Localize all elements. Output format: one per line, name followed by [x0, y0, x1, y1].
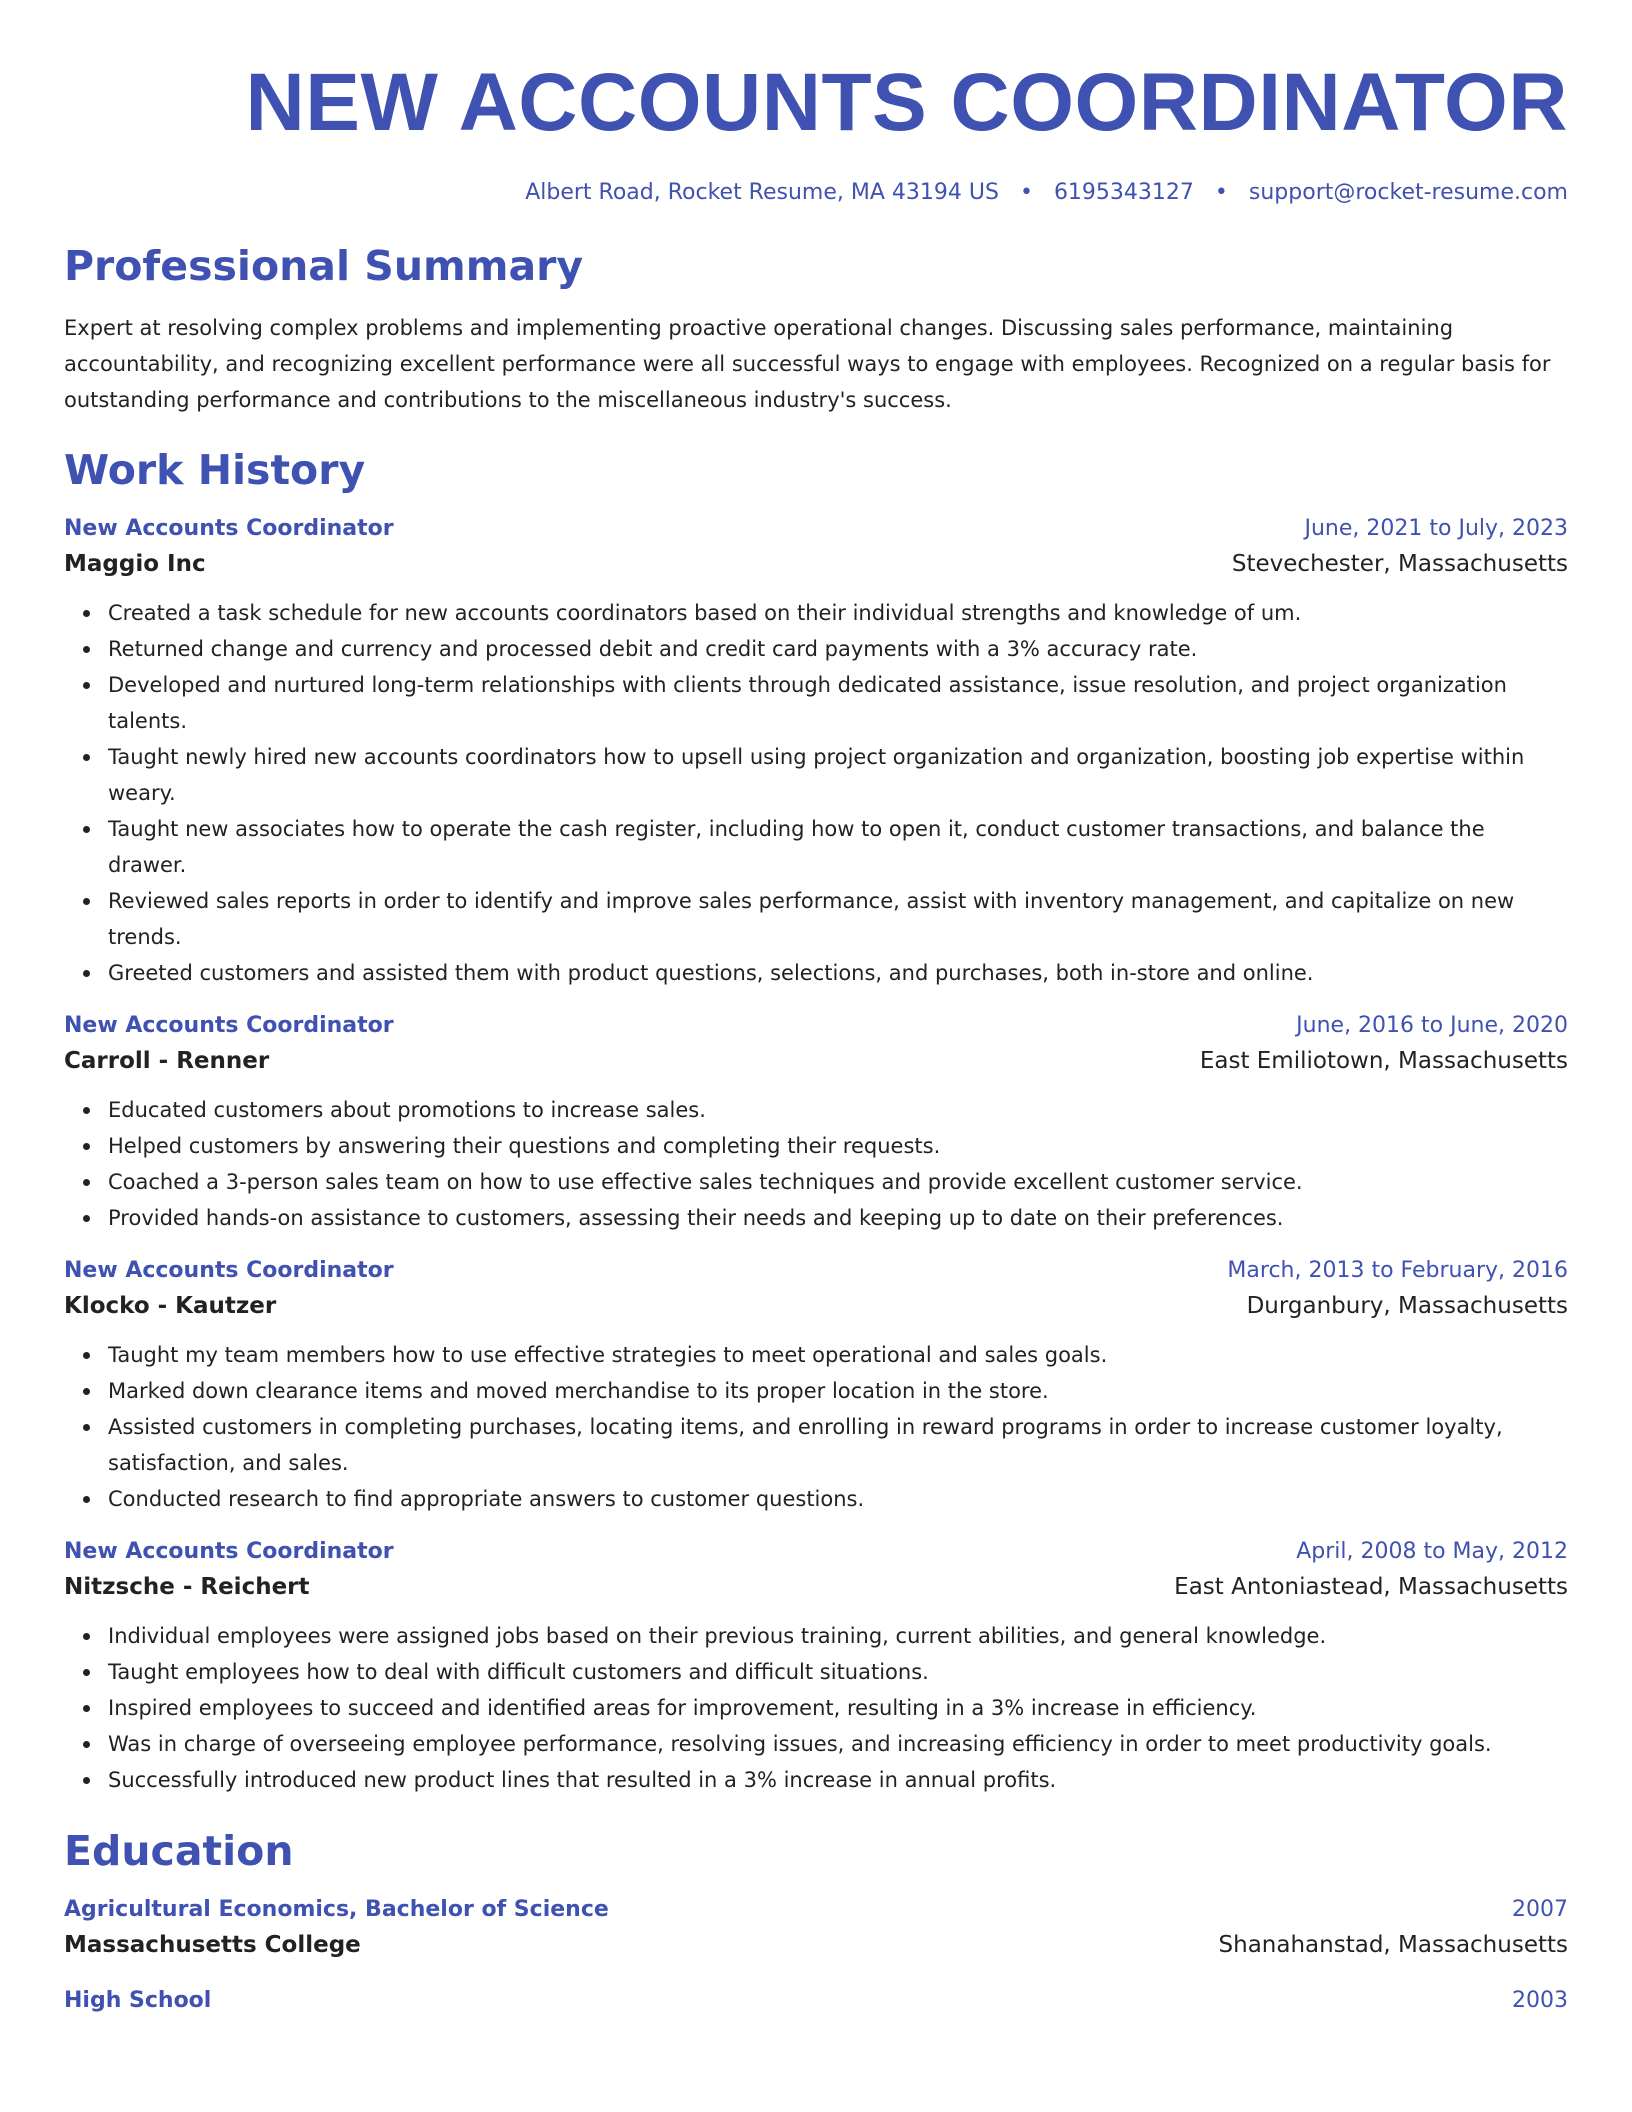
education-location: Shanahanstad, Massachusetts — [1218, 1932, 1568, 1959]
job-title: New Accounts Coordinator — [64, 1539, 394, 1565]
education-header-row — [64, 1988, 1568, 2013]
job-company-row — [64, 1048, 1568, 1074]
job-location: East Emiliotown, Massachusetts — [1199, 1048, 1568, 1075]
job-header-row — [64, 1258, 1568, 1283]
job-bullet: Conducted research to find appropriate answers to customer questions. — [108, 1481, 1568, 1517]
job-header-row — [64, 1539, 1568, 1564]
job-company: Nitzsche - Reichert — [64, 1574, 310, 1601]
education-degree: High School — [64, 1988, 212, 2014]
job-bullet-list — [64, 1337, 1568, 1517]
education-year: 2003 — [1512, 1988, 1568, 2014]
job-bullet-list — [64, 1618, 1568, 1798]
job-bullet: Taught employees how to deal with difficult customers and difficult situations. — [108, 1654, 1568, 1690]
education-degree: Agricultural Economics, Bachelor of Science — [64, 1897, 609, 1923]
job-bullet: Helped customers by answering their questions and completing their requests. — [108, 1128, 1568, 1164]
job-dates: June, 2021 to July, 2023 — [1304, 516, 1568, 542]
education-heading: Education — [64, 1827, 294, 1876]
job-company: Carroll - Renner — [64, 1048, 270, 1075]
job-entry — [64, 1258, 1568, 1517]
job-bullet: Taught new associates how to operate the cash register, including how to open it, conduct customer transactions, and balance the drawer. — [108, 811, 1568, 883]
summary-text: Expert at resolving complex problems and implementing proactive operational changes. Discussing sales performance, maintaining accountability, and recognizing excellent performance were all successful ways to engage with employees. Recognized on a regular basis for outstanding performance and contributions to the miscellaneous industry's success. — [64, 316, 1551, 413]
job-bullet: Marked down clearance items and moved merchandise to its proper location in the store. — [108, 1373, 1568, 1409]
contact-separator: • — [1214, 180, 1228, 205]
job-title: New Accounts Coordinator — [64, 516, 394, 542]
education-school: Massachusetts College — [64, 1932, 361, 1959]
contact-line — [64, 180, 1568, 205]
job-bullet: Educated customers about promotions to increase sales. — [108, 1092, 1568, 1128]
job-bullet: Individual employees were assigned jobs based on their previous training, current abilities, and general knowledge. — [108, 1618, 1568, 1654]
job-bullet: Provided hands-on assistance to customers, assessing their needs and keeping up to date on their preferences. — [108, 1200, 1568, 1236]
work-history-list — [64, 516, 1568, 1798]
job-bullet: Coached a 3-person sales team on how to use effective sales techniques and provide excellent customer service. — [108, 1164, 1568, 1200]
job-entry — [64, 1013, 1568, 1236]
summary-heading: Professional Summary — [64, 242, 584, 290]
job-bullet-list — [64, 595, 1568, 991]
contact-address: Albert Road, Rocket Resume, MA 43194 US — [525, 180, 999, 205]
job-location: East Antoniastead, Massachusetts — [1174, 1574, 1568, 1601]
job-dates: April, 2008 to May, 2012 — [1296, 1539, 1568, 1565]
contact-email[interactable]: support@rocket-resume.com — [1248, 180, 1568, 205]
contact-phone: 6195343127 — [1053, 180, 1194, 205]
job-company: Maggio Inc — [64, 551, 206, 578]
job-bullet: Taught my team members how to use effective strategies to meet operational and sales goals. — [108, 1337, 1568, 1373]
education-list — [64, 1897, 1568, 2023]
job-bullet: Assisted customers in completing purchases, locating items, and enrolling in reward programs in order to increase customer loyalty, satisfaction, and sales. — [108, 1409, 1568, 1481]
job-location: Durganbury, Massachusetts — [1246, 1293, 1568, 1320]
job-entry — [64, 1539, 1568, 1798]
job-title: New Accounts Coordinator — [64, 1258, 394, 1284]
education-entry — [64, 1897, 1568, 1958]
job-bullet: Reviewed sales reports in order to identify and improve sales performance, assist with inventory management, and capitalize on new trends. — [108, 883, 1568, 955]
work-history-heading: Work History — [64, 446, 366, 495]
job-header-row — [64, 1013, 1568, 1038]
job-company: Klocko - Kautzer — [64, 1293, 277, 1320]
job-location: Stevechester, Massachusetts — [1231, 551, 1568, 578]
job-bullet: Successfully introduced new product lines that resulted in a 3% increase in annual profits. — [108, 1762, 1568, 1798]
job-header-row — [64, 516, 1568, 541]
job-bullet: Greeted customers and assisted them with product questions, selections, and purchases, both in-store and online. — [108, 955, 1568, 991]
education-entry — [64, 1988, 1568, 2023]
contact-separator: • — [1019, 180, 1033, 205]
job-bullet: Developed and nurtured long-term relationships with clients through dedicated assistance, issue resolution, and project organization talents. — [108, 667, 1568, 739]
education-year: 2007 — [1512, 1897, 1568, 1923]
education-school-row — [64, 1932, 1568, 1958]
resume-name: NEW ACCOUNTS COORDINATOR — [245, 57, 1568, 148]
job-bullet: Inspired employees to succeed and identified areas for improvement, resulting in a 3% increase in efficiency. — [108, 1690, 1568, 1726]
job-dates: March, 2013 to February, 2016 — [1227, 1258, 1568, 1284]
education-header-row — [64, 1897, 1568, 1922]
job-bullet: Returned change and currency and processed debit and credit card payments with a 3% accuracy rate. — [108, 631, 1568, 667]
job-company-row — [64, 551, 1568, 577]
job-bullet: Created a task schedule for new accounts coordinators based on their individual strengths and knowledge of um. — [108, 595, 1568, 631]
job-bullet: Was in charge of overseeing employee performance, resolving issues, and increasing efficiency in order to meet productivity goals. — [108, 1726, 1568, 1762]
job-bullet: Taught newly hired new accounts coordinators how to upsell using project organization and organization, boosting job expertise within weary. — [108, 739, 1568, 811]
job-company-row — [64, 1293, 1568, 1319]
job-company-row — [64, 1574, 1568, 1600]
job-entry — [64, 516, 1568, 991]
job-dates: June, 2016 to June, 2020 — [1296, 1013, 1568, 1039]
job-title: New Accounts Coordinator — [64, 1013, 394, 1039]
job-bullet-list — [64, 1092, 1568, 1236]
